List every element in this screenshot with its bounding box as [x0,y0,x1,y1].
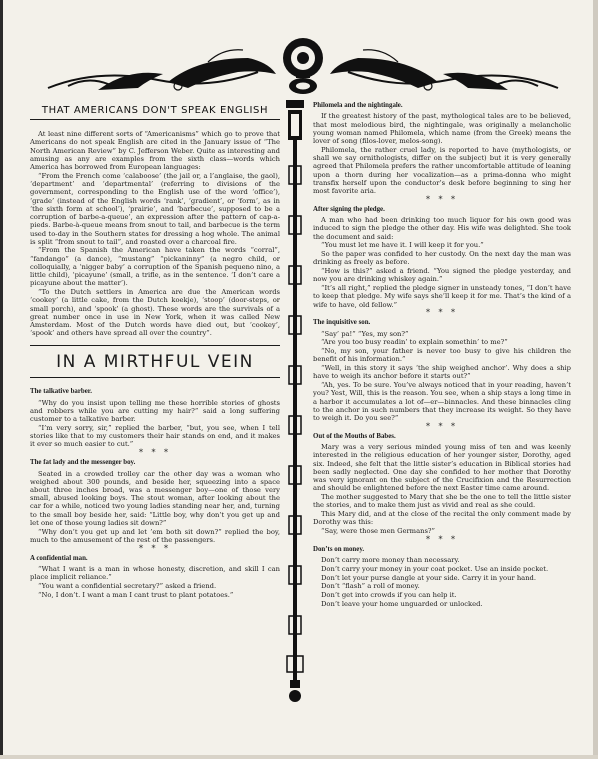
joke-paragraph: Don’t carry more money than necessary. [321,556,460,565]
article-headline-americans: THAT AMERICANS DON'T SPEAK ENGLISH [30,102,280,120]
joke-paragraph: A man who had been drinking too much liquor for his own good was induced to sign the pledge the other day. His wife was delighted. She took the document and said: [313,216,571,241]
joke-paragraph: “Why don’t you get up and let ’em both sit down?” replied the boy, much to the amusement of the rest of the passengers. [30,527,280,544]
section-separator: * * * [425,194,459,204]
joke-paragraph: “No, my son, your father is never too busy to give his children the benefit of his information.” [313,347,571,364]
page-edge-right [593,0,598,759]
section-separator: * * * [138,448,172,458]
left-column [30,100,280,600]
joke-paragraph: “You must let me have it. I will keep it for you.” [321,241,484,250]
joke-title-philomela: Philomela and the nightingale. [313,102,403,109]
joke-title-barber: The talkative barber. [30,388,92,396]
section-separator: * * * [425,421,459,431]
joke-paragraph: This Mary did, and at the close of the recital the only comment made by Dorothy was this: [313,510,571,527]
article-paragraph: At least nine different sorts of “Americanisms” which go to prove that Americans do not speak English are cited in the January issue of “The North American Review” by C. Jefferson Weber. Quite as interesting and amusing as any are examples from the sixth class—words which America has borrowed from European languages: [30,130,280,172]
joke-paragraph: “You want a confidential secretary?” asked a friend. [38,582,217,591]
joke-paragraph: “Well, in this story it says ‘the ship weighed anchor’. Why does a ship have to weigh its anchor before it starts out?” [313,364,571,381]
page-edge-shadow [0,0,3,759]
joke-title-pledge: After signing the pledge. [313,205,385,213]
joke-paragraph: “No, I don’t. I want a man I cant trust to plant potatoes.” [38,590,234,599]
joke-paragraph: “Say, were those men Germans?” [321,527,435,536]
article-paragraph: “To the Dutch settlers in America are due the American words ‘cookey’ (a little cake, from the Dutch koekje), ‘stoop’ (door-steps, or small porch), and ‘spook’ (a ghost). These words are the survivals of a great number once in use in New York, when it was called New Amsterdam. Most of the Dutch words have died out, but ‘cookey’, ‘spook’ and others have spread all over the country”. [30,288,280,338]
joke-paragraph: “What I want is a man in whose honesty, discretion, and skill I can place implicit reliance.” [30,565,280,582]
joke-title-confidential: A confidential man. [30,554,88,562]
joke-paragraph: “Are you too busy readin’ to explain somethin’ to me?” [321,338,508,347]
header-ornament [38,28,568,100]
joke-paragraph: Don’t carry your money in your coat pocket. Use an inside pocket. [321,564,549,573]
joke-paragraph: “Say’ pa!” “Yes, my son?” [321,329,409,338]
page-edge-bottom [0,755,598,759]
section-separator: * * * [425,308,459,318]
article-paragraph: “From the French come ‘calaboose’ (the jail or, a l’anglaise, the gaol), ‘department’ and ‘departmental’ (referring to divisions of the government, corresponding to the English use of the word ‘office’), ‘grade’ (instead of the English words ‘rank’, ‘gradient’, or ‘form’, as in ‘the sixth form at school’), ‘prairie’, and ‘barbecue’, supposed to be a corruption of barbe-a-queue’, an expression after the pattern of cap-a-pieds. Barbe-à-queue means from snout to tail, and barbecue is the term used to-day in the Southern states for dressing a hog whole. The animal is split “from snout to tail”, and roasted over a charcoal fire. [30,171,280,246]
joke-paragraph: “Ah, yes. To be sure. You’ve always noticed that in your reading, haven’t you? Yest, Will, this is the reason. You see, when a ship stays a long time in a harbor it accumulates a lot of—er—binnacles. And these binnacles cling to the anchor in such numbers that they increase its weight. So they have to weigh it. Do you see?” [313,381,571,423]
joke-title-fat-lady: The fat lady and the messenger boy. [30,459,136,467]
joke-paragraph: Mary was a very serious minded young miss of ten and was keenly interested in the religious education of her younger sister, Dorothy, aged six. Indeed, she felt that the little sister’s education in Biblical stories had been sadly neglected. One day she confided to her mother that Dorothy was very ignorant on the subject of the Crucifixion and the Resurrection and should be enlightened before the next Easter time came around. [313,443,571,493]
right-column [313,101,571,609]
article-paragraph: “From the Spanish the American have taken the words “corral”, “fandango” (a dance), “mustang” “pickaninny” (a negro child, or colloquially, a ‘nigger baby’ a corruption of the Spanish pequeno nino, a little child), ‘picayune’ (small, a trifle, as in the sentence. ‘I don’t care a picayune about the matter’). [30,246,280,288]
joke-title-donts-on-money: Don’ts on money. [313,545,365,553]
joke-title-inquisitive-son: The inquisitive son. [313,319,371,327]
column-divider-ornament [284,96,306,708]
joke-title-mouths-of-babes: Out of the Mouths of Babes. [313,432,396,440]
joke-paragraph: “Why do you insist upon telling me these horrible stories of ghosts and robbers while you are cutting my hair?” said a long suffering customer to a talkative barber. [30,398,280,424]
joke-paragraph: Don’t leave your home unguarded or unlocked. [321,599,483,608]
joke-paragraph: Seated in a crowded trolley car the other day was a woman who weighed about 300 pounds, and beside her, squeezing into a space about three inches broad, was a messenger boy—one of those very small, abused looking boys. The stout woman, after looking about the car for a while, noticed two young ladies standing near her, and, turning to the small boy beside her, said: “Little boy, why don’t you get up and let one of those young ladies sit down?” [30,469,280,527]
joke-paragraph: So the paper was confided to her custody. On the next day the man was drinking as freely as before. [313,250,571,267]
joke-paragraph: Philomela, the rather cruel lady, is reported to have (mythologists, or shall we say ornithologists, differ on the subject) but it is very generally agreed that Philomela prefers the rather uncomfortable attitude of leaning upon a thorn during her vocalization—as a prima-donna who might transfix herself upon the conductor’s desk before beginning to sing her most favorite aria. [313,145,571,196]
joke-paragraph: The mother suggested to Mary that she be the one to tell the little sister the stories, and to make them just as vivid and real as she could. [313,493,571,510]
section-separator: * * * [425,534,459,544]
joke-paragraph: Don’t get into crowds if you can help it. [321,591,457,600]
section-separator: * * * [138,543,172,553]
section-headline-mirthful-vein: IN A MIRTHFUL VEIN [30,345,280,379]
joke-paragraph: Don’t “flash” a roll of money. [321,582,420,591]
joke-paragraph: If the greatest history of the past, mythological tales are to be believed, that most melodious bird, the nightingale, was originally a melancholic young woman named Philomela, which name (from the Greek) means the lover of song (filos-lover, melos-song). [313,112,571,146]
joke-paragraph: “It’s all right,” replied the pledge signer in unsteady tones, “I don’t have to keep that pledge. My wife says she’ll keep it for me. That’s the kind of a wife to have, old fellow.” [313,284,571,309]
joke-paragraph: Don’t let your purse dangle at your side. Carry it in your hand. [321,573,537,582]
joke-paragraph: “I’m very sorry, sir,” replied the barber, “but, you see, when I tell stories like that to my customers their hair stands on end, and it makes it ever so much easier to cut.” [30,423,280,449]
joke-paragraph: “How is this?” asked a friend. “You signed the pledge yesterday, and now you are drinking whiskey again.” [313,267,571,284]
